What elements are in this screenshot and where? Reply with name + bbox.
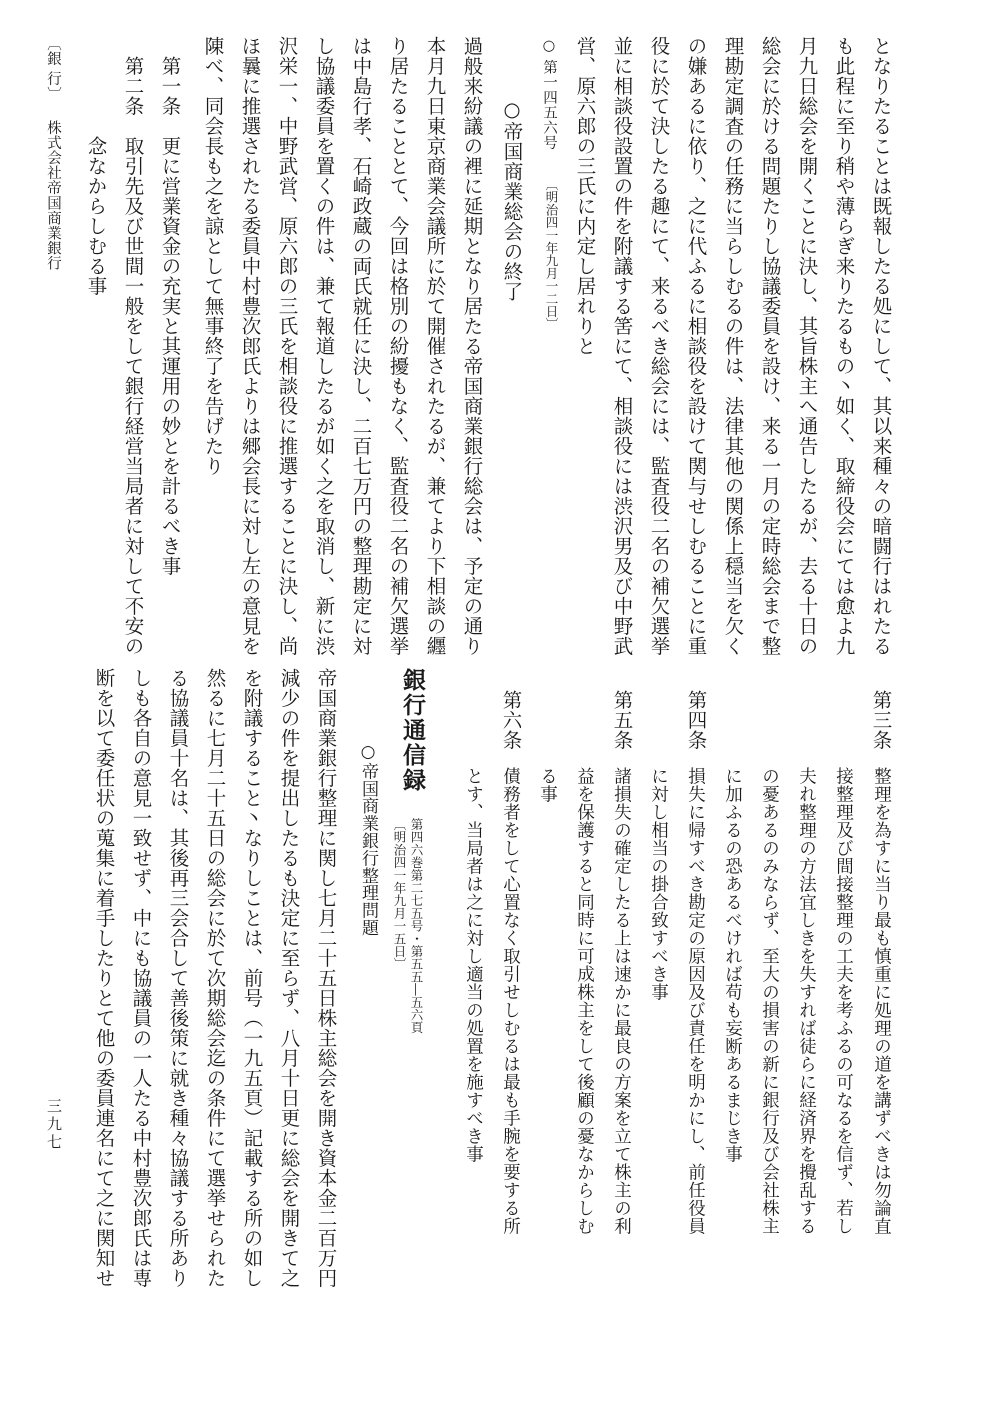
article-3-text: 夫れ整理の方法宜しきを失すれば徒らに経済界を攪乱する (796, 767, 817, 1235)
body-line: 然るに七月二十五日の総会に於て次期総会迄の条件にて選挙せられた (203, 668, 227, 1288)
body-line: 月九日総会を開くことに決し、其旨株主へ通告したるが、去る十日の (795, 36, 819, 656)
article-6-label: 第六条 (499, 690, 523, 750)
article-1-label: 第一条 (158, 56, 182, 116)
article-4-label: 第四条 (684, 690, 708, 750)
article-5-label: 第五条 (610, 690, 634, 750)
article-3-text: の憂あるのみならず、至大の損害の新に銀行及び会社株主 (759, 767, 780, 1235)
body-line: 総会に於ける問題たりし協議委員を設け、来る一月の定時総会まで整 (758, 36, 782, 656)
body-line: し協議委員を置くの件は、兼て報道したるが如く之を取消し、新に渋 (312, 36, 336, 656)
body-line: しも各自の意見一致せず、中にも協議員の一人たる中村豊次郎氏は専 (129, 668, 153, 1288)
source-date: 〔明治四一年九月一五日〕 (392, 818, 407, 971)
article-4-text: 損失に帰すべき勘定の原因及び責任を明かにし、前任役員 (685, 767, 706, 1235)
article-date: 〔明治四一年九月一二日〕 (544, 178, 559, 331)
article-6-text: 債務者をして心置なく取引せしむるは最も手腕を要する所 (500, 767, 521, 1235)
article-3-label: 第三条 (869, 690, 893, 750)
page-number: 三九七 (45, 1098, 63, 1152)
body-line: 本月九日東京商業会議所に於て開催されたるが、兼てより下相談の纒 (423, 36, 447, 656)
section-tag: 〔銀 行〕 (45, 36, 61, 102)
article-subtitle: ○帝国商業銀行整理問題 (358, 742, 378, 937)
article-5-text: る事 (537, 767, 558, 803)
article-3-text: 接整理及び間接整理の工夫を考ふるの可なるを信ず、若し (833, 767, 854, 1235)
body-line: 陳べ、同会長も之を諒として無事終了を告げたり (201, 36, 225, 476)
body-line: 役に於て決したる趣にて、来るべき総会には、監査役二名の補欠選挙 (647, 36, 671, 656)
body-line: を附議すること丶なりしことは、前号（一九五頁）記載する所の如し (240, 668, 264, 1288)
body-line: の嫌あるに依り、之に代ふるに相談役を設けて関与せしむることに重 (684, 36, 708, 656)
article-2-label: 第二条 (121, 56, 145, 116)
body-line: 理勘定調査の任務に当らしむるの件は、法律其他の関係上穏当を欠く (721, 36, 745, 656)
body-line: 帝国商業銀行整理に関し七月二十五日株主総会を開き資本金二百万円 (314, 668, 338, 1288)
article-1-text: 更に営業資金の充実と其運用の妙とを計るべき事 (158, 136, 182, 576)
article-5-text: 益を保護すると同時に可成株主をして後顧の憂なからしむ (574, 767, 595, 1235)
body-line: 並に相談役設置の件を附議する筈にて、相談役には渋沢男及び中野武 (610, 36, 634, 656)
body-line: となりたることは既報したる処にして、其以来種々の暗闘行はれたる (869, 36, 893, 656)
body-line: ほ曩に推選されたる委員中村豊次郎氏よりは郷会長に対し左の意見を (238, 36, 262, 656)
article-3-text: 整理を為すに当り最も慎重に処理の道を講ずべきは勿論直 (871, 767, 892, 1235)
company-name: 株式会社帝国商業銀行 (45, 120, 61, 271)
body-line: 減少の件を提出したるも決定に至らず、八月十日更に総会を開きて之 (277, 668, 301, 1288)
article-6-text: とす、当局者は之に対し適当の処置を施すべき事 (463, 767, 484, 1163)
body-line: 営、原六郎の三氏に内定し居れりと (573, 36, 597, 356)
article-2-text: 取引先及び世間一般をして銀行経営当局者に対して不安の (121, 136, 145, 656)
article-2-text: 念なからしむる事 (84, 136, 108, 296)
article-4-text: に対し相当の掛合致すべき事 (648, 767, 669, 1001)
article-number: ○ 第一四五六号 (541, 38, 557, 151)
body-line: 沢栄一、中野武営、原六郎の三氏を相談役に推選することに決し、尚 (275, 36, 299, 656)
body-line: は中島行孝、石崎政蔵の両氏就任に決し、二百七万円の整理勘定に対 (349, 36, 373, 656)
body-line: も此程に至り稍や薄らぎ来りたるもの丶如く、取締役会にては愈よ九 (832, 36, 856, 656)
body-line: 過般来紛議の裡に延期となり居たる帝国商業銀行総会は、予定の通り (460, 36, 484, 656)
body-line: 断を以て委任状の蒐集に着手したりとて他の委員連名にて之に関知せ (92, 668, 116, 1288)
article-3-text: に加ふるの恐あるべければ苟も妄断あるまじき事 (722, 767, 743, 1163)
body-line: り居たることとて、今回は格別の紛擾もなく、監査役二名の補欠選挙 (386, 36, 410, 656)
section-heading: 銀行通信録 (399, 668, 426, 793)
article-5-text: 諸損失の確定したる上は速かに最良の方案を立て株主の利 (611, 767, 632, 1235)
body-line: る協議員十名は、其後再三会合して善後策に就き種々協議する所あり (166, 668, 190, 1288)
source-note: 第四六巻第二七五号・第五五―五六頁 (409, 818, 424, 1034)
article-title: ○帝国商業総会の終了 (500, 98, 524, 302)
